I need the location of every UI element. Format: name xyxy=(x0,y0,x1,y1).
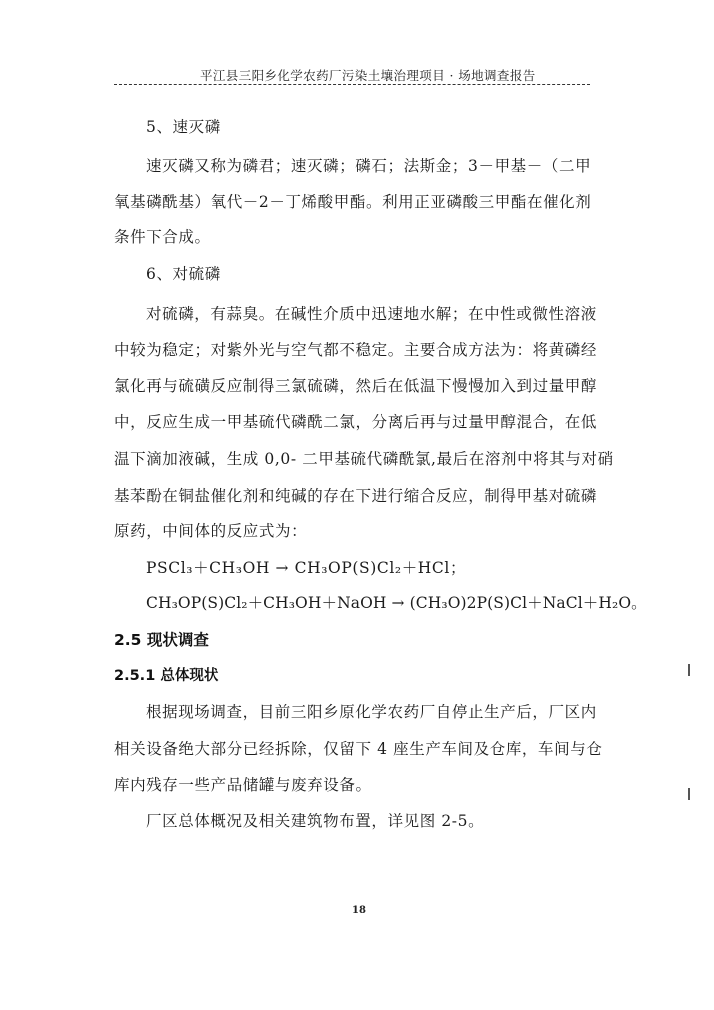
section-2-5-heading: 2.5 现状调查 xyxy=(114,631,209,649)
paragraph-line: 相关设备绝大部分已经拆除，仅留下 4 座生产车间及仓库，车间与仓 xyxy=(114,740,603,758)
section-2-5-1-heading: 2.5.1 总体现状 xyxy=(114,668,219,684)
scan-mark xyxy=(688,664,690,676)
header-divider xyxy=(114,84,590,85)
paragraph-line: 基苯酚在铜盐催化剂和纯碱的存在下进行缩合反应，制得甲基对硫磷 xyxy=(114,487,598,505)
paragraph-line: 条件下合成。 xyxy=(114,228,211,246)
section-5-heading: 5、速灭磷 xyxy=(146,118,221,136)
equation-2: CH₃OP(S)Cl₂＋CH₃OH＋NaOH → (CH₃O)2P(S)Cl＋NaCl＋H₂O。 xyxy=(146,594,647,612)
paragraph-line: 库内残存一些产品储罐与废弃设备。 xyxy=(114,776,372,794)
paragraph-line: 中较为稳定；对紫外光与空气都不稳定。主要合成方法为：将黄磷经 xyxy=(114,341,598,359)
figure-reference: 厂区总体概况及相关建筑物布置，详见图 2-5。 xyxy=(146,812,485,830)
header-title: 平江县三阳乡化学农药厂污染土壤治理项目 · 场地调查报告 xyxy=(200,68,536,83)
paragraph-line: 温下滴加液碱，生成 0,0- 二甲基硫代磷酰氯,最后在溶剂中将其与对硝 xyxy=(114,450,614,468)
section-6-heading: 6、对硫磷 xyxy=(146,265,221,283)
paragraph-line: 氧基磷酰基）氧代－2－丁烯酸甲酯。利用正亚磷酸三甲酯在催化剂 xyxy=(114,193,592,211)
paragraph-line: 根据现场调查，目前三阳乡原化学农药厂自停止生产后，厂区内 xyxy=(146,703,597,721)
paragraph-line: 速灭磷又称为磷君；速灭磷；磷石；法斯金；3－甲基－（二甲 xyxy=(146,157,592,175)
scan-mark xyxy=(688,788,690,800)
paragraph-line: 对硫磷，有蒜臭。在碱性介质中迅速地水解；在中性或微性溶液 xyxy=(146,305,597,323)
paragraph-line: 氯化再与硫磺反应制得三氯硫磷，然后在低温下慢慢加入到过量甲醇 xyxy=(114,377,598,395)
equation-1: PSCl₃＋CH₃OH → CH₃OP(S)Cl₂＋HCl； xyxy=(146,559,467,577)
paragraph-line: 中，反应生成一甲基硫代磷酰二氯，分离后再与过量甲醇混合，在低 xyxy=(114,413,598,431)
paragraph-line: 原药，中间体的反应式为： xyxy=(114,522,308,540)
page-number: 18 xyxy=(352,905,366,916)
